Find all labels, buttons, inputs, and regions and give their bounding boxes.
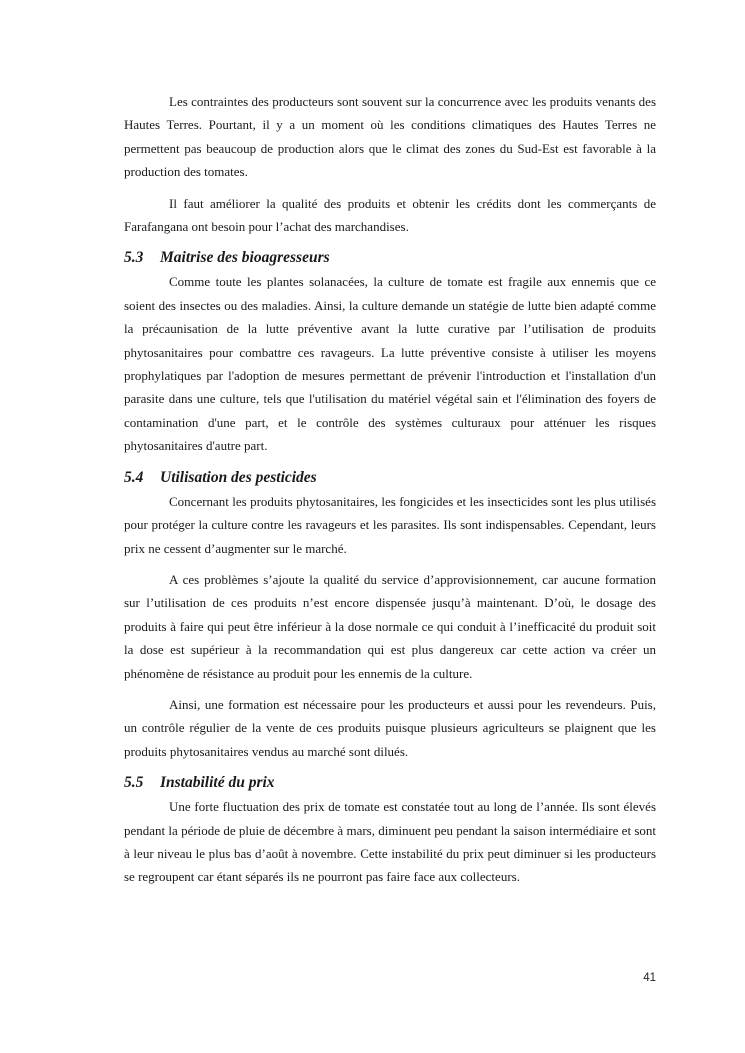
section-5-4-paragraph-3: Ainsi, une formation est nécessaire pour les producteurs et aussi pour les revendeurs. Puis, un contrôle régulier de la vente de ces produits puisque plusieurs agriculteurs se plaignent que les produits phytosanitaires vendus au marché sont dilués. [124,696,656,759]
section-title: Maitrise des bioagresseurs [160,249,330,267]
page-number: 41 [643,972,656,984]
intro-paragraph-2: Il faut améliorer la qualité des produits et obtenir les crédits dont les commerçants de Farafangana ont besoin pour l’achat des marchandises. [124,195,656,235]
section-title: Utilisation des pesticides [160,468,317,486]
section-number: 5.4 [124,468,144,486]
intro-paragraph-1: Les contraintes des producteurs sont souvent sur la concurrence avec les produits venants des Hautes Terres. Pourtant, il y a un moment où les conditions climatiques des Hautes Terres ne permettent pas beaucoup de production alors que le climat des zones du Sud-Est est favorable à la production des tomates. [124,94,656,180]
document-page [124,90,656,889]
section-heading-5-5 [124,771,656,795]
section-title: Instabilité du prix [160,774,275,792]
section-5-4-paragraph-2: A ces problèmes s’ajoute la qualité du service d’approvisionnement, car aucune formation sur l’utilisation de ces produits n’est encore dispensée jusqu’à maintenant. D’où, le dosage des produits à faire qui peut être inférieur à la dose normale ce qui conduit à l’inefficacité du produit soit la dose est supérieur à la recommandation qui est plus dangereux car cette action va créer un phénomène de résistance au produit pour les ennemis de la culture. [124,571,656,681]
section-number: 5.3 [124,249,144,267]
section-heading-5-4 [124,466,656,490]
section-5-5-paragraph-1: Une forte fluctuation des prix de tomate est constatée tout au long de l’année. Ils sont élevés pendant la période de pluie de décembre à mars, diminuent peu pendant la saison intermédiaire et sont à leur niveau le plus bas d’août à novembre. Cette instabilité du prix peut diminuer si les producteurs se regroupent car étant séparés ils ne pourront pas faire face aux collecteurs. [124,799,656,885]
section-5-4-paragraph-1: Concernant les produits phytosanitaires, les fongicides et les insecticides sont les plus utilisés pour protéger la culture contre les ravageurs et les parasites. Ils sont indispensables. Cependant, leurs prix ne cessent d’augmenter sur le marché. [124,493,656,556]
section-number: 5.5 [124,774,144,792]
section-5-3-paragraph-1: Comme toute les plantes solanacées, la culture de tomate est fragile aux ennemis que ce soient des insectes ou des maladies. Ainsi, la culture demande un statégie de lutte bien adapté comme la précaunisation de la lutte préventive avant la lutte curative par l’utilisation de produits phytosanitaires pour combattre ces ravageurs. La lutte préventive consiste à utiliser les moyens prophylatiques par l'adoption de mesures permettant de prévenir l'introduction et l'installation d'un parasite dans une culture, tels que l'utilisation du matériel végétal sain et l'élimination des foyers de contamination d'une part, et le contrôle des systèmes culturaux pour atténuer les risques phytosanitaires d'autre part. [124,274,656,454]
section-heading-5-3 [124,246,656,270]
